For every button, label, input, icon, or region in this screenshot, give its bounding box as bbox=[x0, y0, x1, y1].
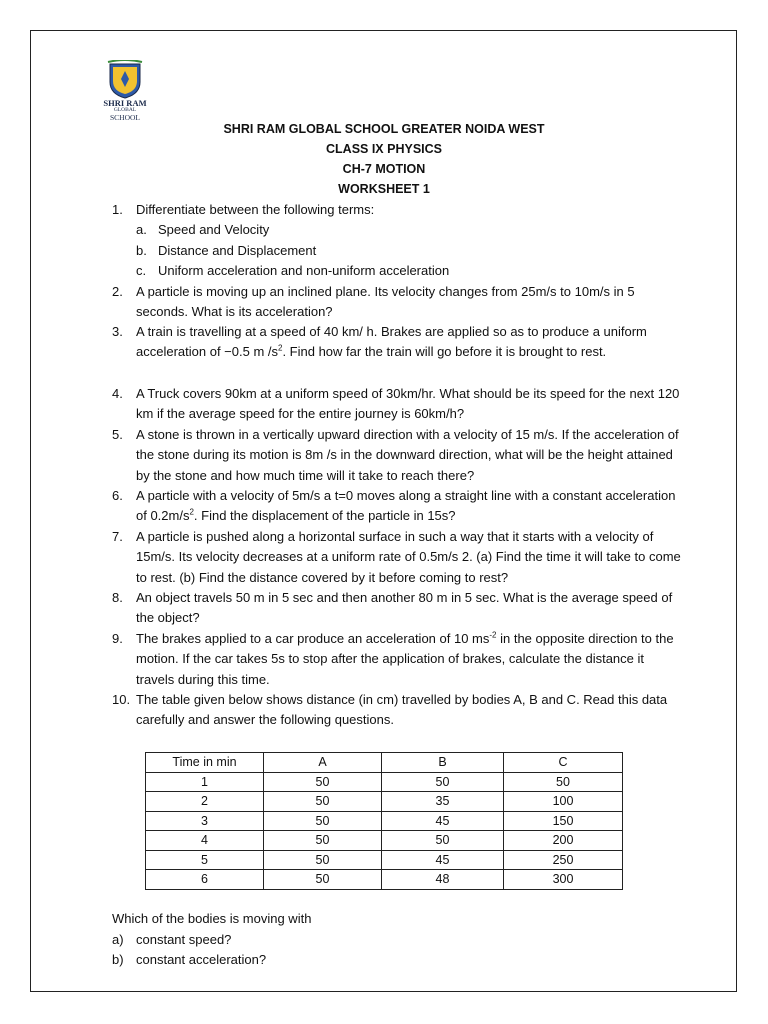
sub-text: Distance and Displacement bbox=[158, 243, 317, 258]
table-cell: 50 bbox=[264, 792, 382, 812]
question-text: A particle with a velocity of 5m/s a t=0 moves along a straight line with a constant acceleration of $0.2m/s^2$. Find the displacement of the particle in 15s? bbox=[136, 488, 676, 524]
question-number: 7. bbox=[112, 529, 123, 544]
table-row bbox=[146, 792, 623, 812]
sub-text: Speed and Velocity bbox=[158, 222, 270, 237]
school-crest-icon bbox=[100, 60, 150, 100]
item-text: constant speed? bbox=[136, 932, 232, 947]
question-text: A stone is thrown in a vertically upward direction with a velocity of 15 m/s. If the acceleration of the stone during its motion is 8m /s in the downward direction, what will be the height attained by the stone and how much time will it take to reach there? bbox=[136, 427, 679, 483]
question-number: 10. bbox=[112, 692, 131, 707]
sub-letter: b. bbox=[136, 243, 147, 258]
question-text: An object travels 50 m in 5 sec and then another 80 m in 5 sec. What is the average speed of the object? bbox=[136, 590, 673, 626]
question-text: Differentiate between the following terms: bbox=[136, 202, 375, 217]
question-number: 6. bbox=[112, 488, 123, 503]
table-header-row bbox=[146, 753, 623, 773]
item-letter: b) bbox=[112, 952, 124, 967]
question-number: 5. bbox=[112, 427, 123, 442]
table-cell: 1 bbox=[146, 772, 264, 792]
followup-item-b bbox=[112, 952, 266, 967]
question-number: 8. bbox=[112, 590, 123, 605]
distance-table bbox=[145, 752, 623, 890]
item-letter: a) bbox=[112, 932, 124, 947]
table-header: Time in min bbox=[146, 753, 264, 773]
table-cell: 150 bbox=[504, 811, 623, 831]
question-text: A particle is pushed along a horizontal surface in such a way that it starts with a velocity of 15m/s. Its velocity decreases at a uniform rate of 0.5m/s 2. (a) Find the time it will take to come to rest. (b) Find the distance covered by it before coming to rest? bbox=[136, 529, 681, 585]
school-logo bbox=[100, 60, 150, 122]
class-title: CLASS IX PHYSICS bbox=[326, 142, 442, 156]
followup-intro: Which of the bodies is moving with bbox=[112, 911, 312, 926]
question-text: A Truck covers 90km at a uniform speed of 30km/hr. What should be its speed for the next 120 km if the average speed for the entire journey is 60km/h? bbox=[136, 386, 680, 422]
table-cell: 45 bbox=[382, 811, 504, 831]
sub-letter: a. bbox=[136, 222, 147, 237]
table-cell: 6 bbox=[146, 870, 264, 890]
table-cell: 50 bbox=[264, 831, 382, 851]
table-cell: 50 bbox=[264, 850, 382, 870]
table-cell: 48 bbox=[382, 870, 504, 890]
question-text: The brakes applied to a car produce an acceleration of 10 $ms^{-2}$ in the opposite direction to the motion. If the car takes 5s to stop after the application of brakes, calculate the distance it travels during this time. bbox=[136, 630, 674, 687]
q1-sub-b bbox=[136, 243, 316, 258]
table-cell: 50 bbox=[264, 811, 382, 831]
table-header: C bbox=[504, 753, 623, 773]
table-cell: 50 bbox=[264, 772, 382, 792]
question-number: 2. bbox=[112, 284, 123, 299]
q1-sub-c bbox=[136, 263, 449, 278]
sub-text: Uniform acceleration and non-uniform acceleration bbox=[158, 263, 450, 278]
table-cell: 4 bbox=[146, 831, 264, 851]
q1-sub-a bbox=[136, 222, 269, 237]
table-cell: 5 bbox=[146, 850, 264, 870]
table-cell: 100 bbox=[504, 792, 623, 812]
sub-letter: c. bbox=[136, 263, 147, 278]
table-cell: 50 bbox=[264, 870, 382, 890]
table-row bbox=[146, 772, 623, 792]
table-row bbox=[146, 831, 623, 851]
question-text: A particle is moving up an inclined plane. Its velocity changes from 25m/s to 10m/s in 5 seconds. What is its acceleration? bbox=[136, 284, 635, 320]
logo-line-3: SCHOOL bbox=[109, 113, 140, 122]
question-text: The table given below shows distance (in cm) travelled by bodies A, B and C. Read this data carefully and answer the following questions. bbox=[136, 692, 668, 728]
table-row bbox=[146, 850, 623, 870]
table-header: A bbox=[264, 753, 382, 773]
question-number: 3. bbox=[112, 324, 123, 339]
table-row bbox=[146, 811, 623, 831]
table-header: B bbox=[382, 753, 504, 773]
question-text: A train is travelling at a speed of 40 km/ h. Brakes are applied so as to produce a uniform acceleration of −0.5 m $/s^2$. Find how far the train will go before it is brought to rest. bbox=[136, 324, 647, 360]
question-number: 4. bbox=[112, 386, 123, 401]
worksheet-title: WORKSHEET 1 bbox=[338, 182, 430, 196]
question-number: 1. bbox=[112, 202, 123, 217]
followup-item-a bbox=[112, 932, 231, 947]
table-row bbox=[146, 870, 623, 890]
table-cell: 250 bbox=[504, 850, 623, 870]
logo-line-2: GLOBAL bbox=[113, 107, 137, 113]
chapter-title: CH-7 MOTION bbox=[342, 162, 426, 176]
table-cell: 50 bbox=[504, 772, 623, 792]
logo-line-1: SHRI RAM bbox=[103, 98, 147, 108]
table-cell: 2 bbox=[146, 792, 264, 812]
table-cell: 45 bbox=[382, 850, 504, 870]
table-cell: 35 bbox=[382, 792, 504, 812]
item-text: constant acceleration? bbox=[136, 952, 267, 967]
table-cell: 200 bbox=[504, 831, 623, 851]
table-cell: 50 bbox=[382, 831, 504, 851]
question-number: 9. bbox=[112, 631, 123, 646]
school-name: SHRI RAM GLOBAL SCHOOL GREATER NOIDA WEST bbox=[223, 122, 545, 136]
table-cell: 3 bbox=[146, 811, 264, 831]
table-cell: 50 bbox=[382, 772, 504, 792]
table-cell: 300 bbox=[504, 870, 623, 890]
